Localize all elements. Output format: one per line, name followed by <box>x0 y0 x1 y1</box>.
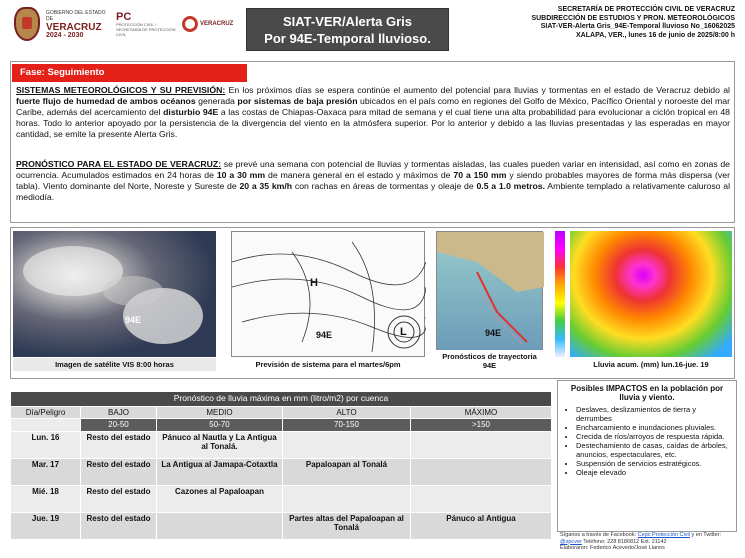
rainfall-image <box>570 231 732 357</box>
column-header: MEDIO <box>157 406 283 419</box>
table-row: Mié. 18 Resto del estado Cazones al Papaloapan <box>11 485 552 512</box>
low-pressure-label: L <box>400 326 407 338</box>
high-pressure-label: H <box>310 277 318 289</box>
impacts-panel <box>557 380 737 532</box>
range-cell: 20-50 <box>81 419 157 432</box>
table-row: Jue. 19 Resto del estado Partes altas del Papaloapan al Tonalá Pánuco al Antigua <box>11 512 552 539</box>
range-cell: 70-150 <box>283 419 411 432</box>
trajectory-image <box>436 231 543 357</box>
range-cell: >150 <box>411 419 552 432</box>
range-cell: 50-70 <box>157 419 283 432</box>
table-title: Pronóstico de lluvia máxima en mm (litro/m2) por cuenca <box>11 392 552 407</box>
state-forecast-paragraph: PRONÓSTICO PARA EL ESTADO DE VERACRUZ: se prevé una semana con potencial de lluvias y tormentas aisladas, las cuales pueden variar en intensidad, así como en zonas de ocurrencia. Acumulados estimados en 24 horas de 10 a 30 mm de manera general en el estado y máximos de 70 a 150 mm y siendo probables mayores de forma más dispersa (ver tabla). Viento dominante del Norte, Noreste y Sureste de 20 a 35 km/h con rachas en áreas de tormentas y oleaje de 0.5 a 1.0 metros. Ambiente templado a relativamente caluroso al mediodía. <box>16 159 731 202</box>
veracruz-circle-icon <box>182 16 198 32</box>
footer-credits: Síganos a través de Facebook: Cepc Protección Civil y en Twitter: @spcver Teléfono: 228 8186812 Ext. 21142 Elaboraron: Federico Acevedo/José Llanos <box>560 532 722 551</box>
header-line: SIAT-VER-Alerta Gris_94E-Temporal lluvioso No_16062025 <box>540 23 735 31</box>
veracruz-logo: VERACRUZ <box>182 16 233 32</box>
disturbance-label: 94E <box>125 315 142 325</box>
column-header: BAJO <box>81 406 157 419</box>
header-line: XALAPA, VER., lunes 16 de junio de 2025/8:00 h <box>576 31 735 39</box>
list-item: • Crecida de ríos/arroyos de respuesta rápida. <box>576 432 730 441</box>
satellite-clouds-icon <box>13 231 216 357</box>
facebook-link[interactable]: Cepc Protección Civil <box>637 532 690 538</box>
pc-logo: PC PROTECCIÓN CIVIL / SECRETARÍA DE PROTECCIÓN CIVIL <box>116 10 176 37</box>
list-item: • Deslaves, deslizamientos de tierra y derrumbes <box>576 405 730 423</box>
meteorological-systems-paragraph: SISTEMAS METEOROLÓGICOS Y SU PREVISIÓN: En los próximos días se espera continúe el aumento del potencial para lluvias y tormentas en el estado de Veracruz debido al fuerte flujo de humedad de ambos océanos generada por sistemas de baja presión ubicados en el país como en regiones del Golfo de México, Pacífico Oriental y noroeste del mar Caribe, además del acercamiento del disturbio 94E a las costas de Chiapas-Oaxaca para mitad de semana y el cual tiene una alta probabilidad para evolucionar a ciclón tropical en 48 horas. Todo lo anterior apoyado por la persistencia de la divergencia del viento en la atmósfera superior. Por lo anterior y debido a las lluvias presentadas y las esperadas en mayor cantidad, se emite la presente Alerta Gris. <box>16 85 730 139</box>
table-row: Mar. 17 Resto del estado La Antigua al Jamapa-Cotaxtla Papaloapan al Tonalá <box>11 458 552 485</box>
header-line: SUBDIRECCIÓN DE ESTUDIOS Y PRON. METEOROLÓGICOS <box>531 14 735 22</box>
gobierno-logo: GOBIERNO DEL ESTADO DE VERACRUZ 2024 - 2030 <box>46 9 106 39</box>
phase-badge: Fase: Seguimiento <box>12 64 247 82</box>
agency-header <box>455 6 735 40</box>
rain-forecast-table <box>10 391 552 540</box>
surface-map-image <box>231 231 425 357</box>
title-line-2: Por 94E-Temporal lluvioso. <box>264 31 431 46</box>
map-caption: Previsión de sistema para el martes/6pm <box>231 358 425 371</box>
alert-title <box>246 8 449 51</box>
satellite-image <box>13 231 216 357</box>
section-heading: SISTEMAS METEOROLÓGICOS Y SU PREVISIÓN: <box>16 85 226 95</box>
trajectory-caption: Pronósticos de trayectoria 94E <box>436 350 543 372</box>
rainfall-caption: Lluvia acum. (mm) lun.16-jue. 19 <box>570 358 732 371</box>
list-item: • Encharcamiento e inundaciones pluviales. <box>576 423 730 432</box>
impacts-title: Posibles IMPACTOS en la población por lluvia y viento. <box>570 384 724 402</box>
table-row: Lun. 16 Resto del estado Pánuco al Nautla y La Antigua al Tonalá. <box>11 431 552 458</box>
header-logos <box>14 4 244 44</box>
header-line: SECRETARÍA DE PROTECCIÓN CIVIL DE VERACRUZ <box>557 6 735 13</box>
disturbance-label: 94E <box>316 330 333 340</box>
rain-scale-icon <box>555 231 565 357</box>
satellite-caption: Imagen de satélite VIS 8:00 horas <box>13 358 216 371</box>
list-item: • Oleaje elevado <box>576 468 730 477</box>
column-header: MÁXIMO <box>411 406 552 419</box>
twitter-link[interactable]: @spcver <box>560 538 582 545</box>
list-item: • Suspensión de servicios estratégicos. <box>576 459 730 468</box>
veracruz-seal-icon <box>14 7 40 41</box>
disturbance-label: 94E <box>485 328 502 338</box>
column-header: ALTO <box>283 406 411 419</box>
list-item: • Destechamiento de casas, caídas de árboles, anuncios, espectaculares, etc. <box>576 441 730 459</box>
title-line-1: SIAT-VER/Alerta Gris <box>282 14 413 29</box>
section-heading: PRONÓSTICO PARA EL ESTADO DE VERACRUZ: <box>16 159 222 169</box>
range-cell <box>11 419 81 432</box>
trajectory-map-icon <box>437 232 544 358</box>
column-header: Día/Peligro <box>11 406 81 419</box>
